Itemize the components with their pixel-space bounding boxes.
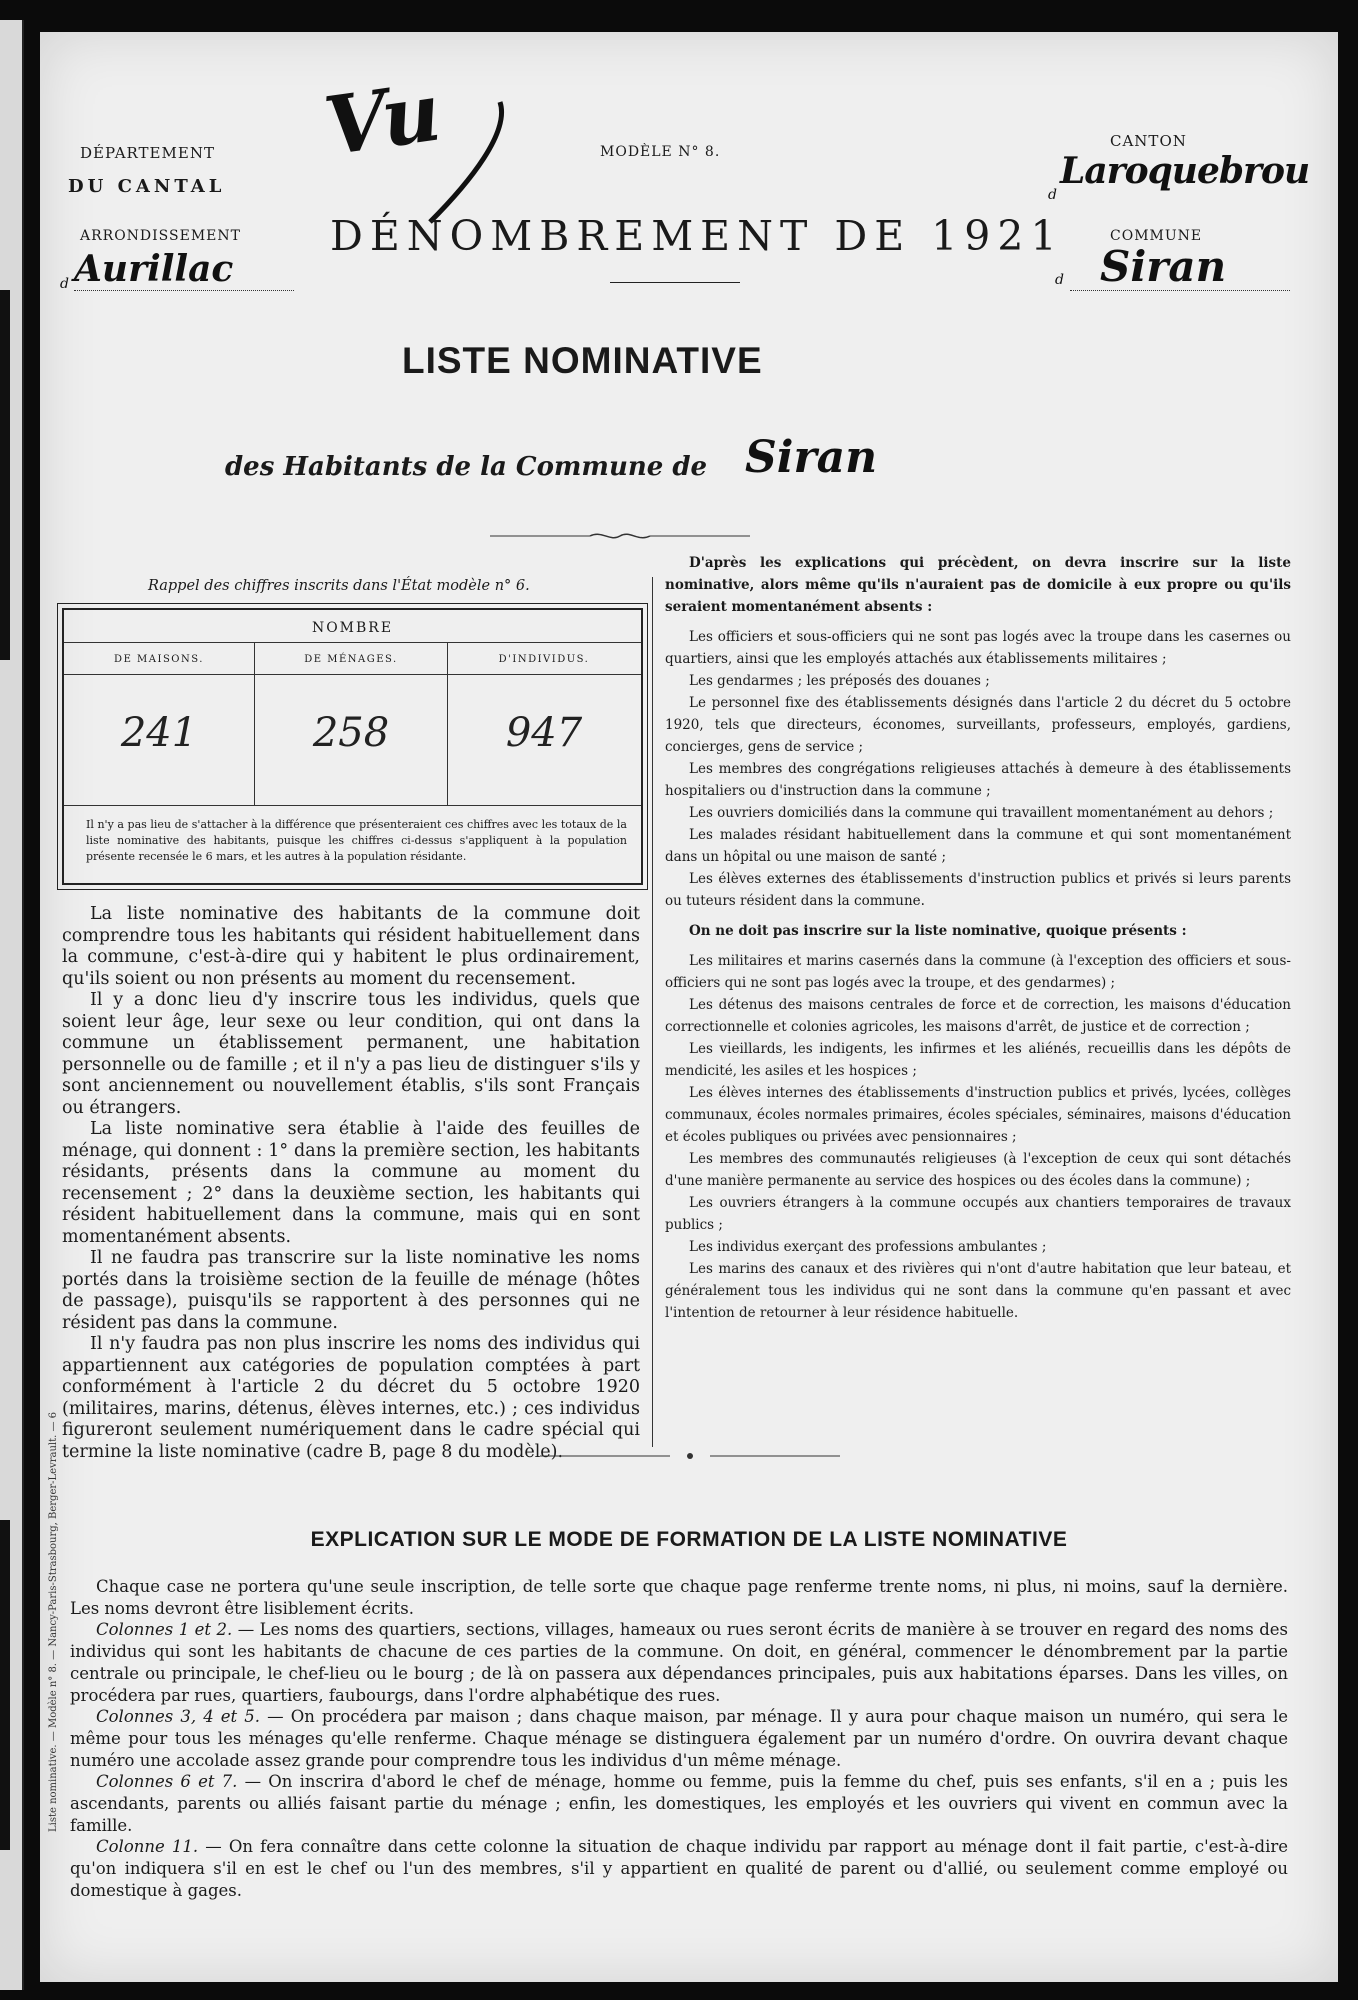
section-ornament <box>540 1450 840 1462</box>
census-headline: DÉNOMBREMENT DE 1921 <box>330 212 1064 260</box>
rappel-table <box>62 608 643 885</box>
col-menages-header: DE MÉNAGES. <box>304 654 398 665</box>
val-individus: 947 <box>505 710 583 756</box>
departement-label: DÉPARTEMENT <box>80 144 215 162</box>
val-maisons: 241 <box>120 710 198 756</box>
ne-pas-item: Les individus exerçant des professions ambulantes ; <box>689 1239 1047 1255</box>
rappel-caption: Rappel des chiffres inscrits dans l'État modèle n° 6. <box>148 578 530 594</box>
inscrire-item: Les officiers et sous-officiers qui ne sont pas logés avec la troupe dans les casernes ou quartiers, ainsi que les employés attachés aux établissements militaires ; <box>665 629 1291 667</box>
visa-signature: Vu <box>319 64 447 174</box>
modele-number: MODÈLE N° 8. <box>600 144 721 160</box>
ne-pas-item: Les élèves internes des établissements d'instruction publics et privés, lycées, collèges communaux, écoles normales primaires, écoles spéciales, séminaires, maisons d'éducation et écoles publiques ou privées avec pensionnaires ; <box>665 1085 1291 1145</box>
canton-label: CANTON <box>1110 132 1187 150</box>
ne-pas-item: Les marins des canaux et des rivières qui n'ont d'autre habitation que leur bateau, et généralement tous les individus qui ne sont dans la commune qu'en passant et avec l'intention de retourner à leur résidence habituelle. <box>665 1261 1291 1321</box>
explication-text: — On fera connaître dans cette colonne la situation de chaque individu par rapport au ménage dont il fait partie, c'est-à-dire qu'on indiquera s'il en est le chef ou l'un des membres, s'il y appartient en qualité de parent ou d'allié, ou seulement comme employé ou domestique à gages. <box>70 1837 1288 1900</box>
colonnes-label: Colonne 11. <box>96 1837 199 1857</box>
colonnes-label: Colonnes 3, 4 et 5. <box>96 1707 261 1727</box>
left-paragraph: Il ne faudra pas transcrire sur la liste nominative les noms portés dans la troisième section de la feuille de ménage (hôtes de passage), puisqu'ils se rapportent à des personnes qui ne résident pas dans la commune. <box>62 1248 640 1333</box>
explication-paragraph <box>70 1619 1288 1706</box>
right-instructions <box>665 552 1291 1324</box>
canton-prefix: d <box>1048 187 1057 203</box>
left-paragraph: Il y a donc lieu d'y inscrire tous les individus, quels que soient leur âge, leur sexe ou leur condition, qui ont dans la commune un établissement permanent, une habitation personnelle ou de famille ; et il n'y a pas lieu de distinguer s'ils y sont anciennement ou nouvellement établis, s'ils sont Français ou étrangers. <box>62 990 640 1118</box>
left-instructions <box>62 904 640 1463</box>
nombre-header: NOMBRE <box>311 620 394 636</box>
left-paragraph: La liste nominative sera établie à l'aide des feuilles de ménage, qui donnent : 1° dans la première section, les habitants résidants, présents dans la commune au moment du recensement ; 2° dans la deuxième section, les habitants qui résident habituellement dans la commune, mais qui en sont momentanément absents. <box>62 1119 640 1247</box>
printer-imprint: Liste nominative. — Modèle n° 8. — Nancy-Paris-Strasbourg, Berger-Levrault. — 6 <box>48 1411 59 1832</box>
arrondissement-label: ARRONDISSEMENT <box>80 228 241 244</box>
commune-handwritten: Siran <box>1100 242 1227 291</box>
ne-pas-item: Les détenus des maisons centrales de force et de correction, les maisons d'éducation correctionnelle et colonies agricoles, les maisons d'arrêt, de justice et de correction ; <box>665 997 1291 1035</box>
explication-body <box>70 1576 1288 1902</box>
inscrire-item: Les ouvriers domiciliés dans la commune qui travaillent momentanément au dehors ; <box>689 805 1274 821</box>
explication-title: EXPLICATION SUR LE MODE DE FORMATION DE LA LISTE NOMINATIVE <box>310 1528 1068 1551</box>
arrondissement-prefix: d <box>60 276 69 292</box>
adjacent-page-edge <box>0 20 24 1990</box>
rappel-note: Il n'y a pas lieu de s'attacher à la différence que présenteraient ces chiffres avec les totaux de la liste nominative des habitants, puisque les chiffres ci-dessus s'appliquent à la population présente recensée le 6 mars, et les autres à la population résidante. <box>86 818 627 863</box>
ne-pas-item: Les vieillards, les indigents, les infirmes et les aliénés, recueillis dans les dépôts de mendicité, les asiles et les hospices ; <box>665 1041 1291 1079</box>
col-maisons-header: DE MAISONS. <box>114 654 204 665</box>
ne-pas-intro: On ne doit pas inscrire sur la liste nominative, quoique présents : <box>689 923 1187 939</box>
commune-label: COMMUNE <box>1110 228 1203 244</box>
explication-paragraph <box>70 1836 1288 1901</box>
explication-paragraph <box>70 1771 1288 1836</box>
col-individus-header: D'INDIVIDUS. <box>498 654 590 665</box>
liste-nominative-title: LISTE NOMINATIVE <box>402 340 763 381</box>
explication-text: — On inscrira d'abord le chef de ménage, homme ou femme, puis la femme du chef, puis ses enfants, s'il en a ; puis les ascendants, parents ou alliés faisant partie du ménage ; enfin, les domestiques, les employés et les ouvriers qui vivent en commun avec la famille. <box>70 1772 1289 1835</box>
commune-subtitle: des Habitants de la Commune de <box>225 452 708 482</box>
val-menages: 258 <box>312 710 390 756</box>
arrondissement-line <box>74 290 294 291</box>
commune-prefix: d <box>1055 272 1064 288</box>
census-sheet <box>40 32 1338 1982</box>
inscrire-item: Le personnel fixe des établissements désignés dans l'article 2 du décret du 5 octobre 1920, tels que directeurs, économes, surveillants, professeurs, employés, gardiens, concierges, gens de service ; <box>665 695 1291 755</box>
headline-rule <box>610 282 740 283</box>
departement-value: DU CANTAL <box>68 176 226 197</box>
column-divider <box>652 577 653 1447</box>
colonnes-label: Colonnes 6 et 7. <box>96 1772 238 1792</box>
commune-subtitle-handwritten: Siran <box>745 432 878 483</box>
left-paragraph: La liste nominative des habitants de la commune doit comprendre tous les habitants qui résident habituellement dans la commune, c'est-à-dire qui y habitent le plus ordinairement, qu'ils soient ou non présents au moment du recensement. <box>62 904 640 989</box>
canton-handwritten: Laroquebrou <box>1060 150 1310 192</box>
inscrire-intro: D'après les explications qui précèdent, on devra inscrire sur la liste nominative, alors même qu'ils n'auraient pas de domicile à eux propre ou qu'ils seraient momentanément absents : <box>665 555 1291 615</box>
ne-pas-item: Les membres des communautés religieuses (à l'exception de ceux qui sont détachés d'une manière permanente au service des hospices ou des écoles dans la commune) ; <box>665 1151 1291 1189</box>
inscrire-item: Les membres des congrégations religieuses attachés à demeure à des établissements hospitaliers ou d'instruction dans la commune ; <box>665 761 1291 799</box>
explication-paragraph: Chaque case ne portera qu'une seule inscription, de telle sorte que chaque page renferme trente noms, ni plus, ni moins, sauf la dernière. Les noms devront être lisiblement écrits. <box>70 1577 1288 1618</box>
ne-pas-item: Les militaires et marins casernés dans la commune (à l'exception des officiers et sous-officiers qui ne sont pas logés avec la troupe, et des gendarmes) ; <box>665 953 1291 991</box>
title-ornament <box>490 530 750 542</box>
ne-pas-item: Les ouvriers étrangers à la commune occupés aux chantiers temporaires de travaux publics ; <box>665 1195 1291 1233</box>
explication-paragraph <box>70 1706 1288 1771</box>
commune-line <box>1070 290 1290 291</box>
inscrire-item: Les malades résidant habituellement dans la commune et qui sont momentanément dans un hôpital ou une maison de santé ; <box>665 827 1291 865</box>
page-binding-tab <box>0 290 10 660</box>
inscrire-item: Les élèves externes des établissements d'instruction publics et privés si leurs parents ou tuteurs résident dans la commune. <box>665 871 1291 909</box>
arrondissement-handwritten: Aurillac <box>74 248 234 290</box>
explication-text: — On procédera par maison ; dans chaque maison, par ménage. Il y aura pour chaque maison un numéro, qui sera le même pour tous les ménages qu'elle renferme. Chaque ménage se distinguera également par un numéro d'ordre. On ouvrira devant chaque numéro une accolade assez grande pour comprendre tous les individus d'un même ménage. <box>70 1707 1289 1770</box>
page-binding-tab <box>0 1520 10 1850</box>
inscrire-item: Les gendarmes ; les préposés des douanes ; <box>689 673 990 689</box>
left-paragraph: Il n'y faudra pas non plus inscrire les noms des individus qui appartiennent aux catégories de population comptées à part conformément à l'article 2 du décret du 5 octobre 1920 (militaires, marins, détenus, élèves internes, etc.) ; ces individus figureront seulement numériquement dans le cadre spécial qui termine la liste nominative (cadre B, page 8 du modèle). <box>62 1334 640 1462</box>
explication-text: — Les noms des quartiers, sections, villages, hameaux ou rues seront écrits de manière à se trouver en regard des noms des individus qui sont les habitants de chacune de ces parties de la commune. On doit, en général, commencer le dénombrement par la partie centrale ou principale, le chef-lieu ou le bourg ; de là on passera aux dépendances principales, puis aux habitations éparses. Dans les villes, on procédera par rues, quartiers, faubourgs, dans l'ordre alphabétique des rues. <box>70 1620 1288 1705</box>
visa-stroke <box>400 92 520 232</box>
colonnes-label: Colonnes 1 et 2. <box>96 1620 233 1640</box>
